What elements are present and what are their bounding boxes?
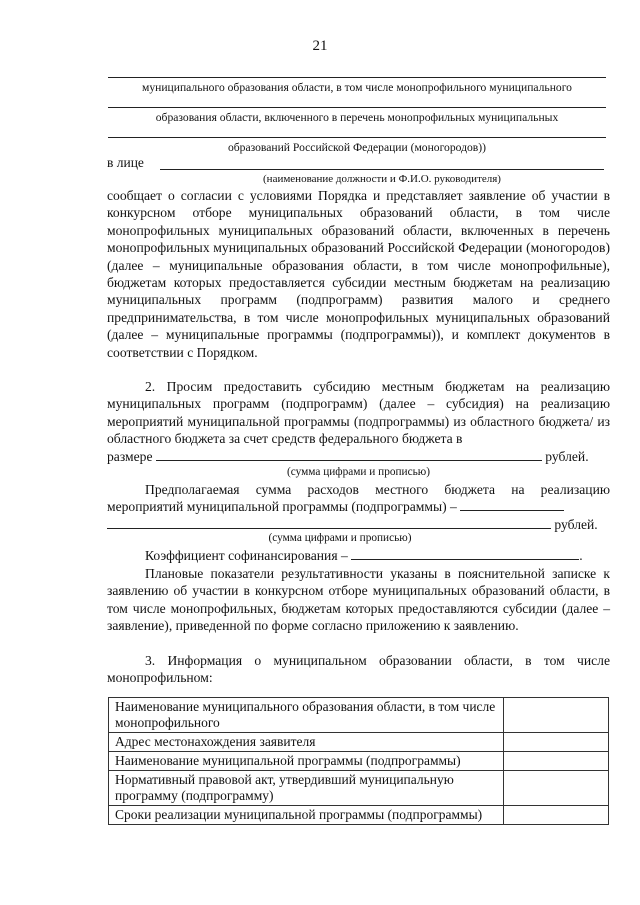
local-amount-caption: (сумма цифрами и прописью) (268, 532, 412, 544)
header-caption-2: образования области, включенного в перечень монопрофильных муниципальных (155, 111, 559, 124)
table-row (109, 698, 609, 733)
in-person-label: в лице (107, 155, 144, 170)
header-caption-3: образований Российской Федерации (моногородов)) (227, 141, 487, 154)
table-row (109, 733, 609, 752)
table-row-value[interactable] (503, 733, 608, 752)
fill-line (108, 77, 606, 78)
paragraph-3 (107, 481, 610, 516)
amount-suffix: рублей. (545, 448, 589, 464)
paragraph-3-text: Предполагаемая сумма расходов местного бюджета на реализацию мероприятий муниципальной программы (подпрограммы) – (107, 482, 610, 515)
table-row-value[interactable] (503, 806, 608, 825)
cofinancing-line (107, 547, 610, 564)
cofinancing-suffix: . (579, 548, 583, 563)
local-amount-fill-line-2 (107, 516, 551, 529)
table-row-label: Наименование муниципальной программы (подпрограммы) (109, 752, 504, 771)
amount-prefix: размере (107, 448, 153, 464)
paragraph-request (107, 378, 610, 465)
paragraph-info (107, 652, 610, 687)
fill-line (108, 137, 606, 138)
cofinancing (107, 547, 610, 564)
paragraph-5: Плановые показатели результативности указаны в пояснительной записке к заявлению об участии в конкурсном отборе муниципальных образований области, в том числе монопрофильных, бюджетам которых предоставляются субсидии (далее – заявление), приведенной по форме согласно приложению к заявлению. (107, 566, 610, 634)
in-person-caption: (наименование должности и Ф.И.О. руководителя) (263, 173, 501, 185)
paragraph-2: 2. Просим предоставить субсидию местным бюджетам на реализацию муниципальных программ (подпрограмм) (далее – субсидия) на реализацию мероприятий муниципальной программы (подпрограммы) из областного бюджета/ из областного бюджета за счет средств федерального бюджета в (107, 379, 610, 447)
paragraph-indicators (107, 565, 610, 635)
cofinancing-fill-line (351, 547, 579, 560)
amount-fill-line (156, 448, 542, 461)
fill-line (108, 107, 606, 108)
table-row (109, 752, 609, 771)
table-row-label: Нормативный правовой акт, утвердивший муниципальную программу (подпрограмму) (109, 771, 504, 806)
table-row-value[interactable] (503, 752, 608, 771)
paragraph-1: сообщает о согласии с условиями Порядка и представляет заявление об участии в конкурсном отборе муниципальных образований области, в том числе монопрофильных муниципальных образований области, включенных в перечень монопрофильных муниципальных образований Российской Федерации (моногородов) (далее – муниципальные образования области, в том числе монопрофильные), бюджетам которых предоставляется субсидии местным бюджетам на реализацию муниципальных программ (подпрограмм) развития малого и среднего предпринимательства, в том числе монопрофильных муниципальных образований (далее – муниципальные программы (подпрограммы)), и комплект документов в соответствии с Порядком. (107, 188, 610, 360)
municipality-info-table (108, 697, 609, 825)
table-row-label: Наименование муниципального образования области, в том числе монопрофильного (109, 698, 504, 733)
cofinancing-label: Коэффициент софинансирования – (145, 548, 348, 563)
paragraph-consent (107, 187, 610, 361)
local-amount-fill-line-1 (460, 498, 564, 511)
table-row-value[interactable] (503, 698, 608, 733)
header-caption-1: муниципального образования области, в том числе монопрофильного муниципального (142, 81, 572, 94)
paragraph-local-budget (107, 481, 610, 533)
amount-line (107, 448, 610, 465)
table-row-value[interactable] (503, 771, 608, 806)
local-amount-suffix: рублей. (554, 516, 598, 532)
in-person-fill-line (160, 169, 604, 170)
page-number: 21 (312, 38, 328, 54)
table-row (109, 806, 609, 825)
paragraph-6: 3. Информация о муниципальном образовании области, в том числе монопрофильном: (107, 653, 610, 686)
table-row (109, 771, 609, 806)
table-row-label: Сроки реализации муниципальной программы (подпрограммы) (109, 806, 504, 825)
table-row-label: Адрес местонахождения заявителя (109, 733, 504, 752)
amount-caption: (сумма цифрами и прописью) (287, 466, 430, 478)
local-amount-line (107, 516, 610, 533)
